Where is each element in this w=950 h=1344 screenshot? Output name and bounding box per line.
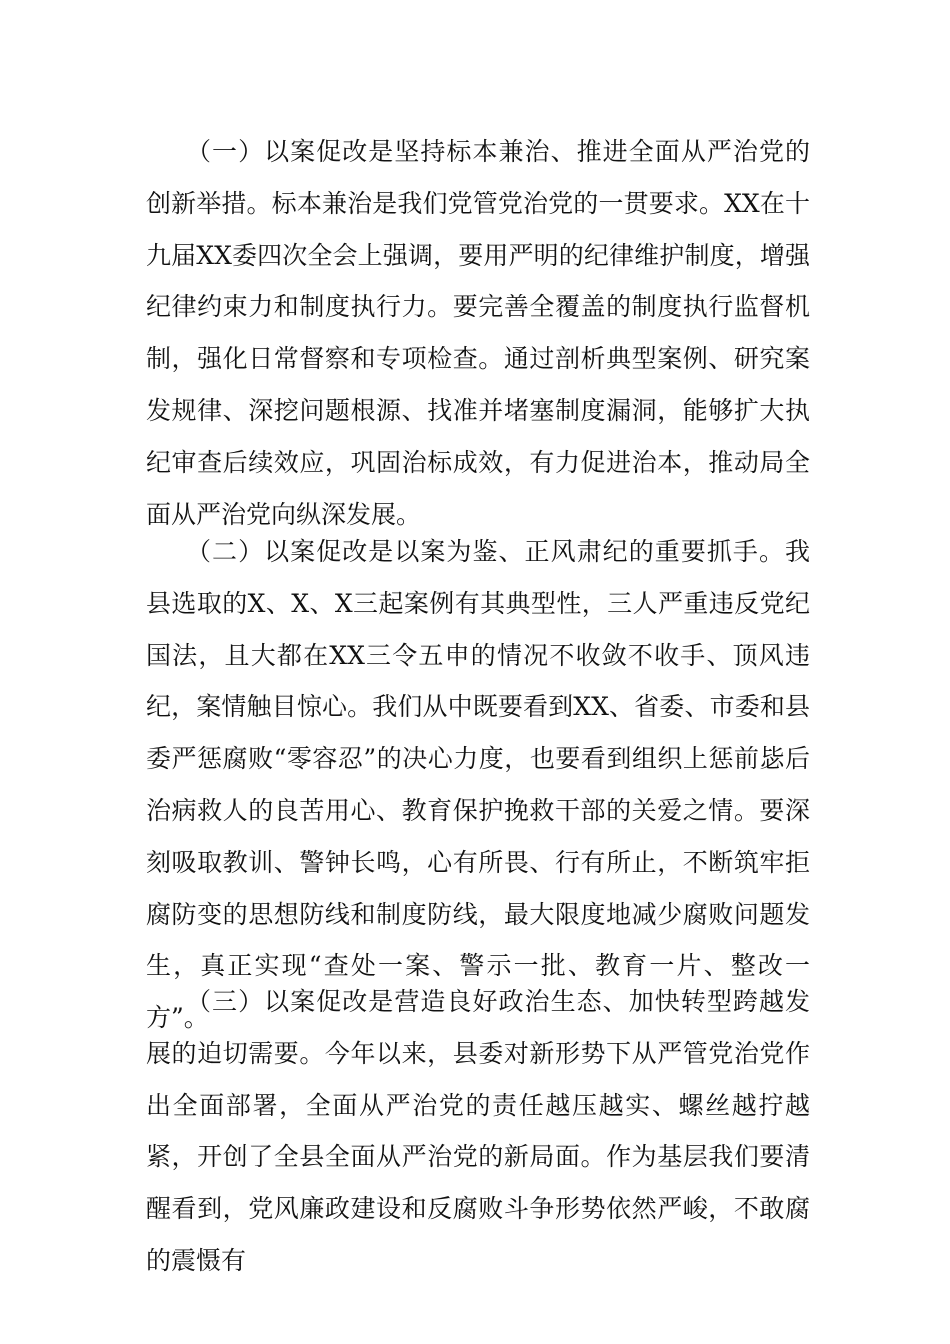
paragraph-3: （三）以案促改是营造良好政治生态、加快转型跨越发展的迫切需要。今年以来，县委对新形势下从严管党治党作出全面部署，全面从严治党的责任越压越实、螺丝越拧越紧，开创了全县全面从严治党的新局面。作为基层我们要清醒看到，党风廉政建设和反腐败斗争形势依然严峻，不敢腐的震慑有 — [146, 987, 810, 1275]
paragraph-1: （一）以案促改是坚持标本兼治、推进全面从严治党的创新举措。标本兼治是我们党管党治党的一贯要求。XX在十九届XX委四次全会上强调，要用严明的纪律维护制度，增强纪律约束力和制度执行力。要完善全覆盖的制度执行监督机制，强化日常督察和专项检查。通过剖析典型案例、研究案发规律、深挖问题根源、找准并堵塞制度漏洞，能够扩大执纪审查后续效应，巩固治标成效，有力促进治本，推动局全面从严治党向纵深发展。 — [146, 137, 810, 529]
paragraph-2: （二）以案促改是以案为鉴、正风肃纪的重要抓手。我县选取的X、X、X三起案例有其典型性，三人严重违反党纪国法，且大都在XX三令五申的情况不收敛不收手、顶风违纪，案情触目惊心。我们从中既要看到XX、省委、市委和县委严惩腐败“零容忍”的决心力度，也要看到组织上惩前毖后治病救人的良苦用心、教育保护挽救干部的关爱之情。要深刻吸取教训、警钟长鸣，心有所畏、行有所止，不断筑牢拒腐防变的思想防线和制度防线，最大限度地减少腐败问题发生，真正实现“查处一案、警示一批、教育一片、整改一方”。 — [146, 537, 810, 1033]
